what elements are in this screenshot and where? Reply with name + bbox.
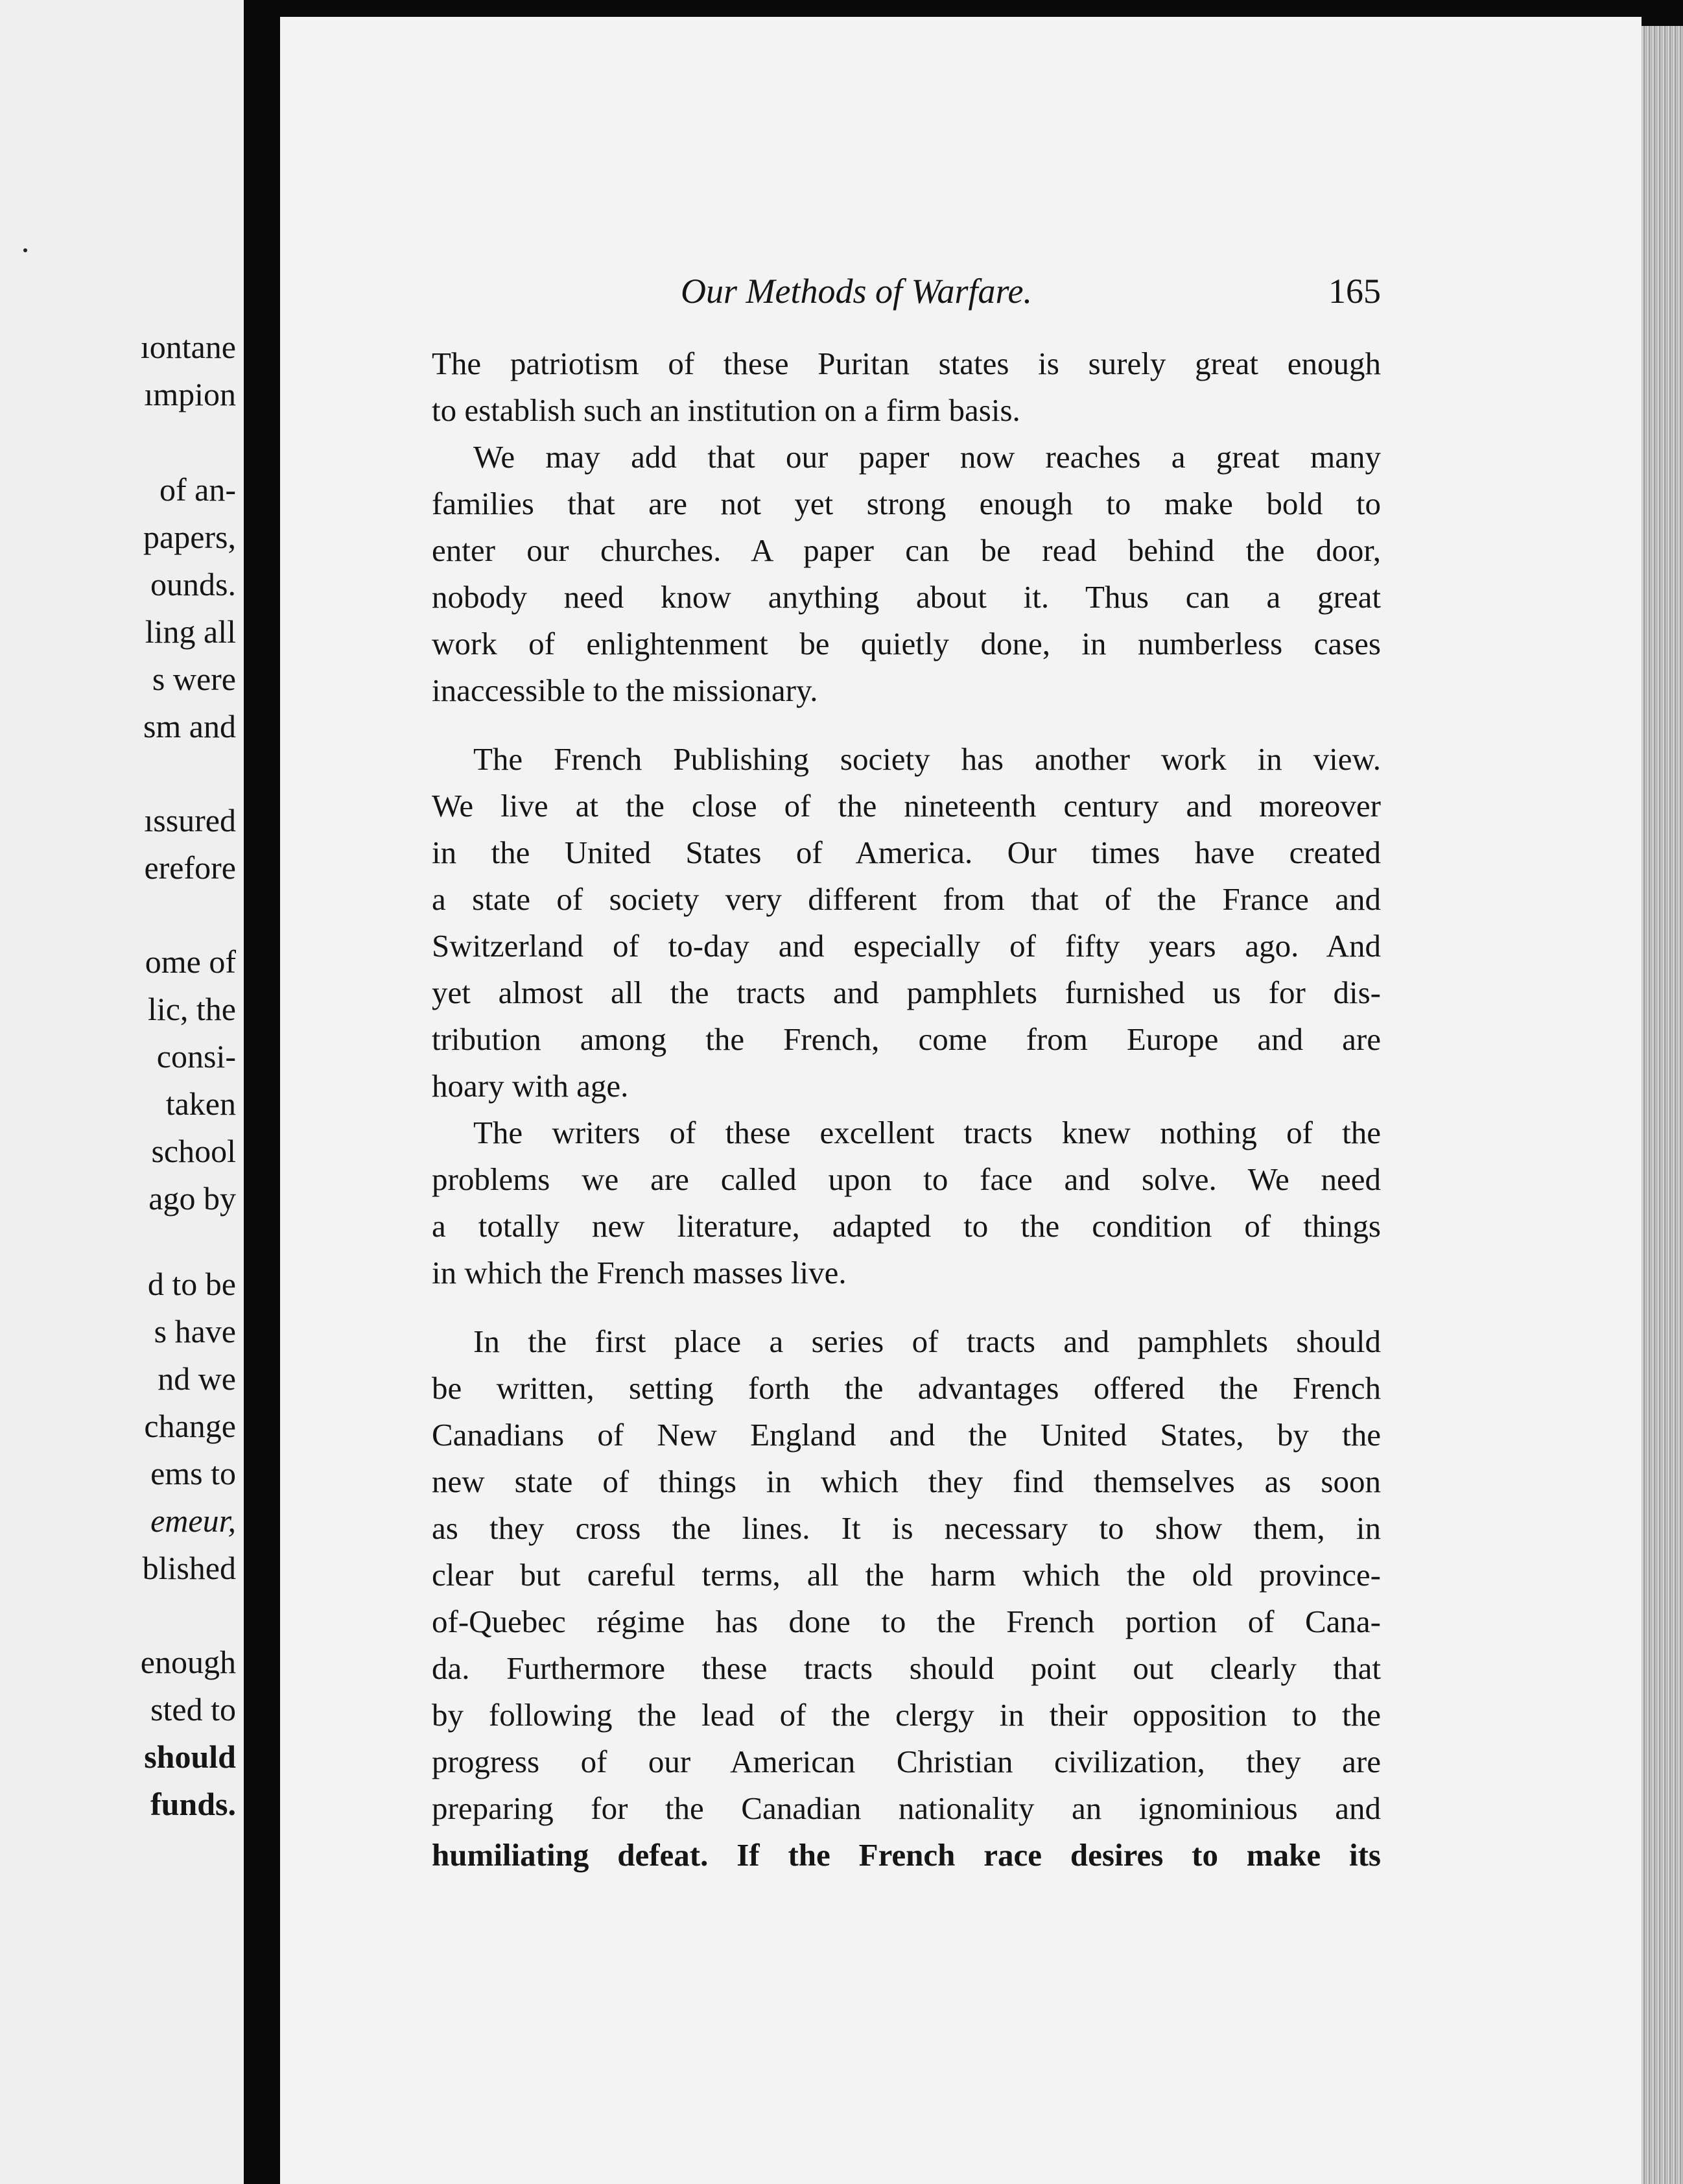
text-line: in the United States of America. Our times have created	[432, 835, 1381, 870]
text-line: We may add that our paper now reaches a great many	[473, 439, 1381, 475]
text-line: inaccessible to the missionary.	[432, 672, 818, 708]
text-line: as they cross the lines. It is necessary to show them, in	[432, 1510, 1381, 1546]
text-line: yet almost all the tracts and pamphlets furnished us for dis-	[432, 975, 1381, 1010]
text-line: be written, setting forth the advantages offered the French	[432, 1370, 1381, 1406]
left-text-line: ounds.	[150, 566, 236, 602]
text-line: The writers of these excellent tracts knew nothing of the	[473, 1115, 1381, 1150]
text-line: Switzerland of to-day and especially of fifty years ago. And	[432, 928, 1381, 964]
text-line: preparing for the Canadian nationality an ignominious and	[432, 1790, 1381, 1826]
left-text-line: consi-	[156, 1038, 236, 1074]
left-text-line: ling all	[145, 613, 236, 650]
left-text-line: taken	[165, 1086, 236, 1122]
text-line: nobody need know anything about it. Thus can a great	[432, 579, 1381, 615]
left-text-line: sm and	[143, 708, 236, 744]
left-text-line: should	[144, 1739, 236, 1775]
text-line: work of enlightenment be quietly done, in numberless cases	[432, 626, 1381, 661]
text-line: In the first place a series of tracts and pamphlets should	[473, 1323, 1381, 1359]
left-text-line: blished	[142, 1550, 236, 1586]
left-text-line: of an-	[159, 471, 236, 508]
left-text-line: school	[151, 1133, 236, 1169]
text-line: We live at the close of the nineteenth century and moreover	[432, 788, 1381, 824]
left-text-line: s were	[152, 661, 236, 697]
left-text-line: papers,	[143, 519, 236, 555]
left-text-line: sted to	[150, 1691, 236, 1727]
text-line: to establish such an institution on a firm basis.	[432, 392, 1020, 428]
left-text-line: ıontane	[140, 329, 236, 365]
left-text-line: s have	[154, 1313, 236, 1349]
left-text-line: erefore	[144, 849, 236, 886]
text-line: families that are not yet strong enough to make bold to	[432, 486, 1381, 521]
left-text-line: emeur,	[150, 1502, 236, 1539]
paragraph	[432, 340, 1381, 434]
text-line: da. Furthermore these tracts should point out clearly that	[432, 1650, 1381, 1686]
left-text-line: ıssured	[144, 802, 236, 838]
text-line: new state of things in which they find themselves as soon	[432, 1464, 1381, 1499]
left-page-fragment	[0, 0, 244, 2184]
running-title: Our Methods of Warfare.	[681, 272, 1033, 311]
left-text-line: ımpion	[144, 376, 236, 412]
left-text-line: d to be	[147, 1266, 236, 1302]
left-text-line: funds.	[150, 1786, 236, 1822]
left-text-line: enough	[140, 1644, 236, 1680]
body-text	[432, 340, 1381, 1879]
left-text-line: ems to	[150, 1455, 236, 1491]
left-text-line: ome of	[145, 944, 236, 980]
running-header	[681, 271, 1381, 316]
text-line: humiliating defeat. If the French race desires to make its	[432, 1837, 1381, 1873]
left-text-line: change	[144, 1408, 236, 1444]
text-line: of-Quebec régime has done to the French portion of Cana-	[432, 1604, 1381, 1639]
text-line: Canadians of New England and the United States, by the	[432, 1417, 1381, 1453]
text-line: a totally new literature, adapted to the condition of things	[432, 1208, 1381, 1244]
text-line: a state of society very different from that of the France and	[432, 881, 1381, 917]
left-text-line: nd we	[158, 1360, 236, 1397]
page-number: 165	[1328, 272, 1381, 311]
text-line: hoary with age.	[432, 1068, 629, 1104]
paragraph	[432, 1318, 1381, 1879]
paragraph	[432, 1110, 1381, 1296]
text-line: progress of our American Christian civilization, they are	[432, 1744, 1381, 1779]
left-text-line: lic, the	[147, 991, 236, 1027]
left-text-line: ago by	[148, 1180, 236, 1217]
text-line: clear but careful terms, all the harm which the old province-	[432, 1557, 1381, 1593]
text-line: The patriotism of these Puritan states is surely great enough	[432, 346, 1381, 381]
text-line: The French Publishing society has another work in view.	[473, 741, 1381, 777]
text-line: problems we are called upon to face and solve. We need	[432, 1161, 1381, 1197]
text-line: by following the lead of the clergy in their opposition to the	[432, 1697, 1381, 1733]
paragraph	[432, 434, 1381, 714]
paragraph	[432, 736, 1381, 1110]
page-edge	[1642, 26, 1683, 2184]
text-line: enter our churches. A paper can be read behind the door,	[432, 532, 1381, 568]
text-line: tribution among the French, come from Europe and are	[432, 1021, 1381, 1057]
ink-dot	[23, 248, 27, 252]
text-line: in which the French masses live.	[432, 1255, 847, 1290]
